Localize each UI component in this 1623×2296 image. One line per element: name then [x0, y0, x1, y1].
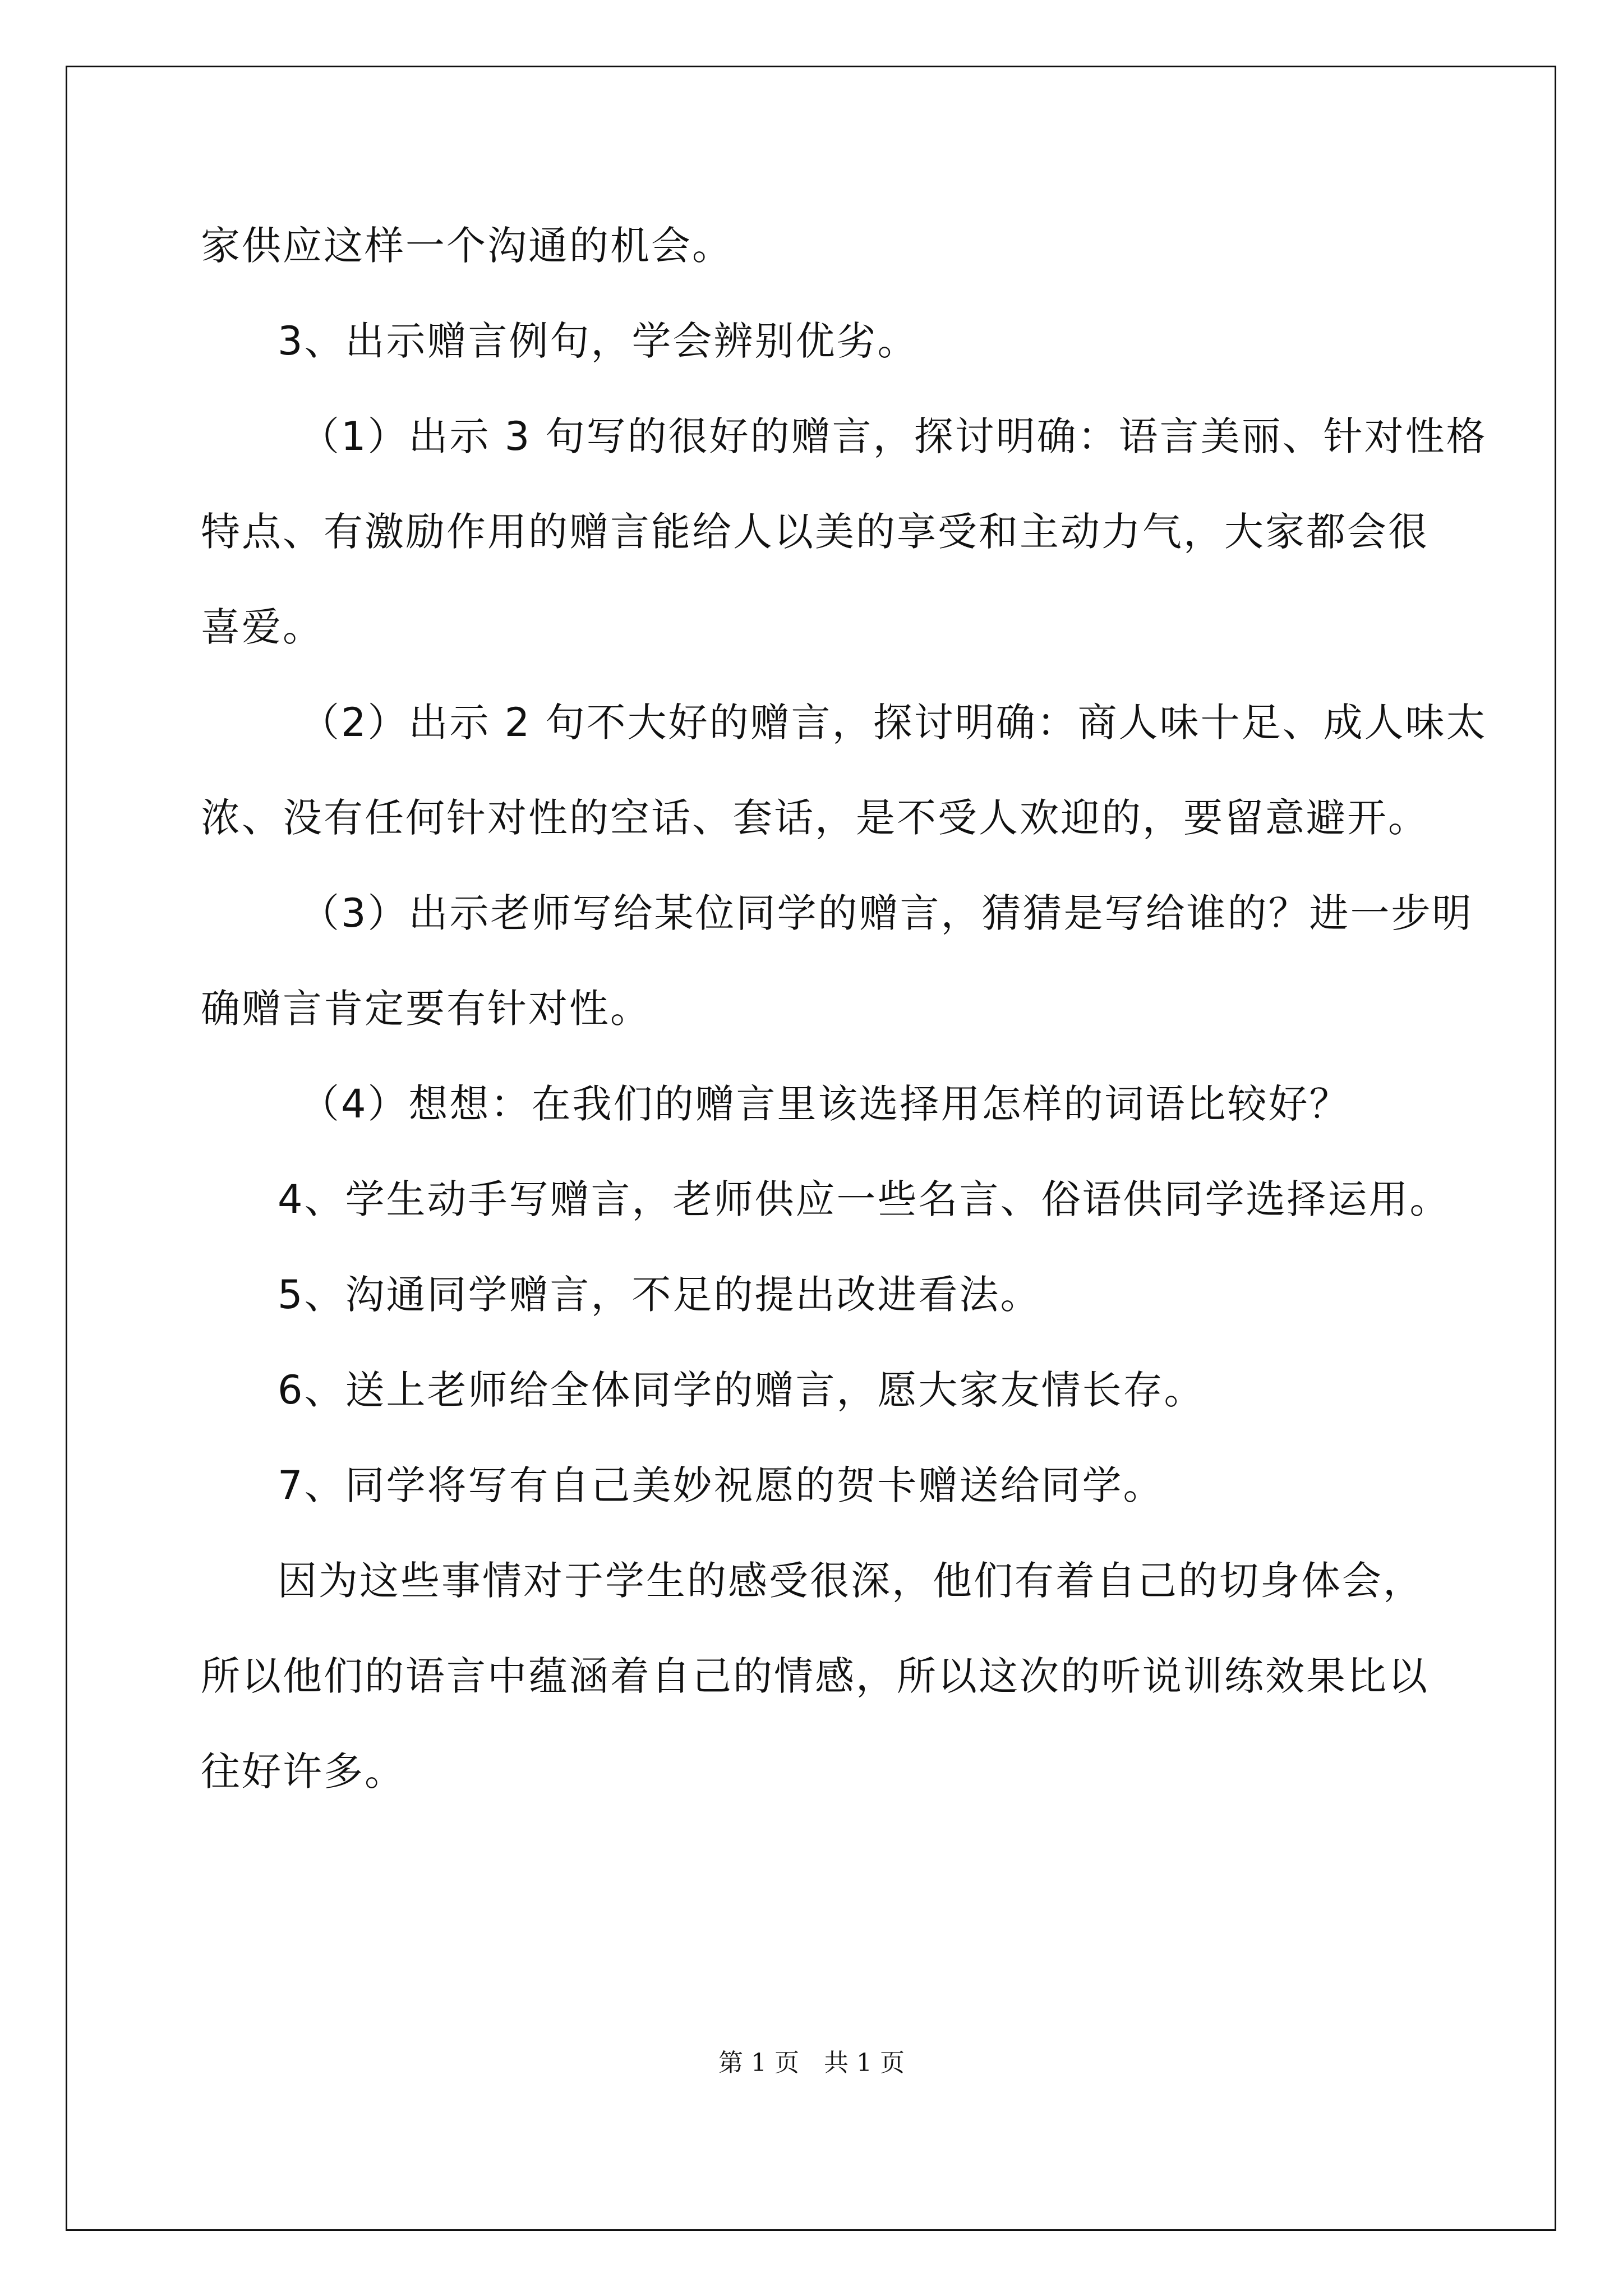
text-line: 7、同学将写有自己美妙祝愿的贺卡赠送给同学。 — [278, 1462, 1164, 1508]
text-line: 3、出示赠言例句，学会辨别优劣。 — [278, 318, 919, 364]
page-number-footer: 第 1 页 共 1 页 — [718, 2049, 905, 2077]
text-line: 喜爱。 — [201, 604, 324, 650]
text-line: （2）出示 2 句不大好的赠言，探讨明确：商人味十足、成人味太 — [300, 700, 1487, 746]
text-line: （4）想想：在我们的赠言里该选择用怎样的词语比较好？ — [300, 1081, 1350, 1127]
text-line: 浓、没有任何针对性的空话、套话，是不受人欢迎的，要留意避开。 — [201, 795, 1429, 841]
text-line: 特点、有激励作用的赠言能给人以美的享受和主动力气，大家都会很 — [201, 509, 1429, 555]
text-line: 确赠言肯定要有针对性。 — [201, 986, 651, 1032]
page-border — [66, 66, 1556, 2231]
text-line: 往好许多。 — [201, 1749, 405, 1795]
text-line: 5、沟通同学赠言，不足的提出改进看法。 — [278, 1272, 1041, 1318]
text-line: 4、学生动手写赠言，老师供应一些名言、俗语供同学选择运用。 — [278, 1176, 1451, 1222]
text-line: 6、送上老师给全体同学的赠言，愿大家友情长存。 — [278, 1367, 1205, 1413]
text-line: 因为这些事情对于学生的感受很深，他们有着自己的切身体会， — [278, 1558, 1424, 1604]
text-line: 家供应这样一个沟通的机会。 — [201, 223, 733, 269]
text-line: （3）出示老师写给某位同学的赠言，猜猜是写给谁的？进一步明 — [300, 890, 1473, 936]
text-line: 所以他们的语言中蕴涵着自己的情感，所以这次的听说训练效果比以 — [201, 1653, 1429, 1699]
text-line: （1）出示 3 句写的很好的赠言，探讨明确：语言美丽、针对性格 — [300, 413, 1487, 459]
